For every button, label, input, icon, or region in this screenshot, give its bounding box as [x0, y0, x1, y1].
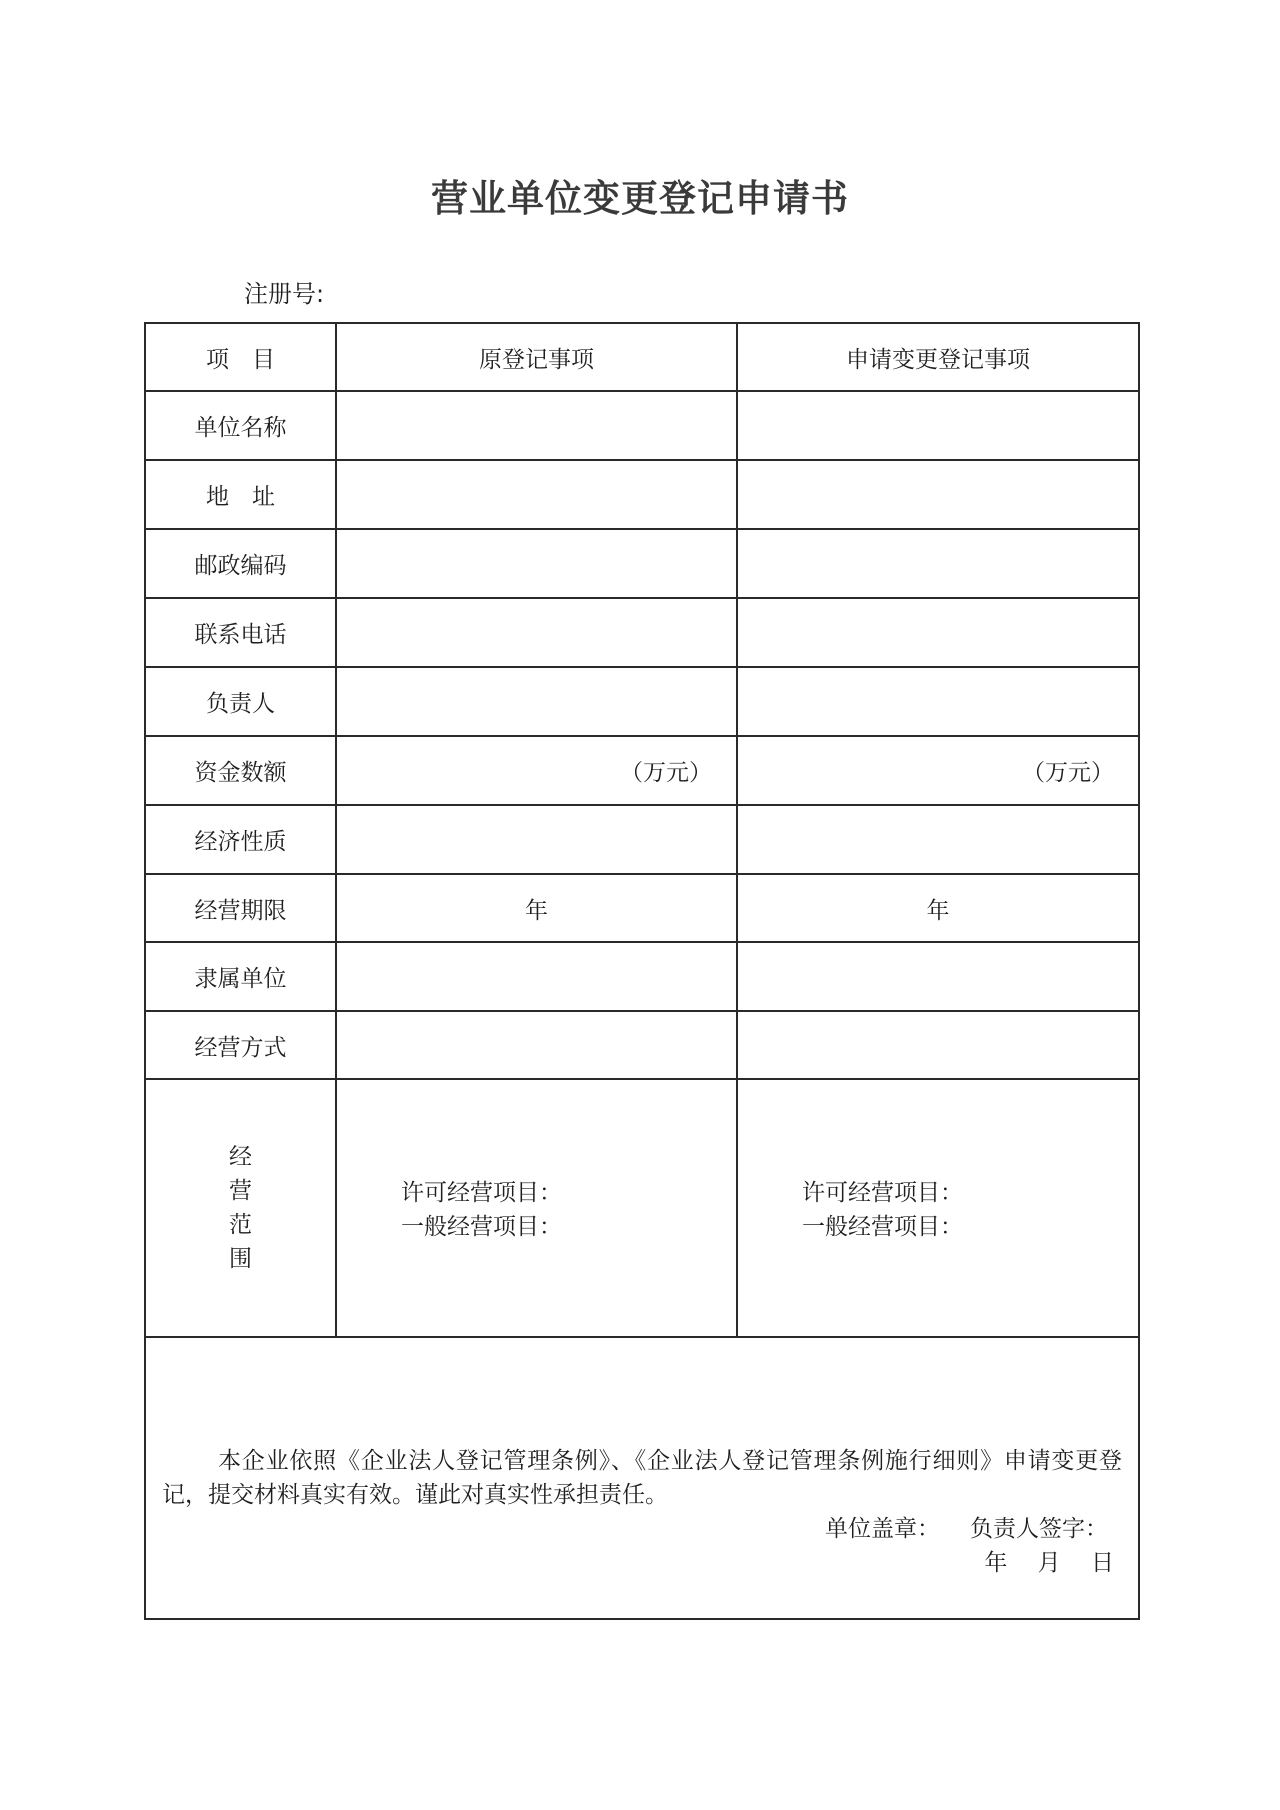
registration-number-label: 注册号:: [244, 280, 325, 308]
table-row: [145, 460, 1139, 529]
table-row: [145, 1011, 1139, 1079]
capital-change-field[interactable]: （万元）: [737, 736, 1139, 805]
scope-label-char: 营: [229, 1178, 252, 1204]
unit-name-original-field[interactable]: [336, 391, 737, 460]
row-label-address: 地 址: [145, 460, 336, 529]
business-scope-change-field[interactable]: [737, 1079, 1139, 1337]
signature-label: 负责人签字：: [970, 1516, 1108, 1542]
person-in-charge-change-field[interactable]: [737, 667, 1139, 736]
row-label-postal-code: 邮政编码: [145, 529, 336, 598]
business-scope-original-field[interactable]: [336, 1079, 737, 1337]
operating-mode-change-field[interactable]: [737, 1011, 1139, 1079]
date-label: 年 月 日: [984, 1550, 1114, 1576]
operating-period-original-field[interactable]: 年: [336, 874, 737, 942]
capital-original-field[interactable]: （万元）: [336, 736, 737, 805]
declaration-row: [145, 1337, 1139, 1619]
unit-name-change-field[interactable]: [737, 391, 1139, 460]
economic-nature-original-field[interactable]: [336, 805, 737, 874]
row-label-operating-period: 经营期限: [145, 874, 336, 942]
row-label-capital: 资金数额: [145, 736, 336, 805]
table-row: [145, 598, 1139, 667]
person-in-charge-original-field[interactable]: [336, 667, 737, 736]
scope-label-char: 围: [229, 1246, 252, 1272]
licensed-items-label: 许可经营项目：: [401, 1180, 562, 1206]
header-item: 项 目: [145, 323, 336, 391]
application-form-table: [144, 322, 1140, 1620]
page-title: 营业单位变更登记申请书: [431, 177, 849, 220]
operating-period-change-field[interactable]: 年: [737, 874, 1139, 942]
business-scope-row: [145, 1079, 1139, 1337]
table-row: [145, 667, 1139, 736]
phone-original-field[interactable]: [336, 598, 737, 667]
header-original: 原登记事项: [336, 323, 737, 391]
table-header-row: [145, 323, 1139, 391]
affiliated-unit-change-field[interactable]: [737, 942, 1139, 1011]
address-change-field[interactable]: [737, 460, 1139, 529]
general-items-label: 一般经营项目：: [401, 1214, 562, 1240]
address-original-field[interactable]: [336, 460, 737, 529]
economic-nature-change-field[interactable]: [737, 805, 1139, 874]
table-row: [145, 942, 1139, 1011]
declaration-cell: [145, 1337, 1139, 1619]
table-row: [145, 529, 1139, 598]
licensed-items-label: 许可经营项目：: [802, 1180, 963, 1206]
row-label-unit-name: 单位名称: [145, 391, 336, 460]
affiliated-unit-original-field[interactable]: [336, 942, 737, 1011]
operating-mode-original-field[interactable]: [336, 1011, 737, 1079]
row-label-economic-nature: 经济性质: [145, 805, 336, 874]
table-row: [145, 805, 1139, 874]
table-row: [145, 391, 1139, 460]
row-label-phone: 联系电话: [145, 598, 336, 667]
row-label-operating-mode: 经营方式: [145, 1011, 336, 1079]
row-label-business-scope: [145, 1079, 336, 1337]
seal-label: 单位盖章：: [825, 1516, 940, 1542]
phone-change-field[interactable]: [737, 598, 1139, 667]
scope-label-char: 经: [229, 1144, 252, 1170]
declaration-text: 本企业依照《企业法人登记管理条例》、《企业法人登记管理条例施行细则》申请变更登记，提交材料真实有效。谨此对真实性承担责任。: [162, 1448, 1122, 1508]
header-change: 申请变更登记事项: [737, 323, 1139, 391]
signature-line: [162, 1512, 1122, 1546]
table-row: [145, 736, 1139, 805]
row-label-person-in-charge: 负责人: [145, 667, 336, 736]
table-row: [145, 874, 1139, 942]
postal-code-original-field[interactable]: [336, 529, 737, 598]
postal-code-change-field[interactable]: [737, 529, 1139, 598]
general-items-label: 一般经营项目：: [802, 1214, 963, 1240]
row-label-affiliated-unit: 隶属单位: [145, 942, 336, 1011]
scope-label-char: 范: [229, 1212, 252, 1238]
